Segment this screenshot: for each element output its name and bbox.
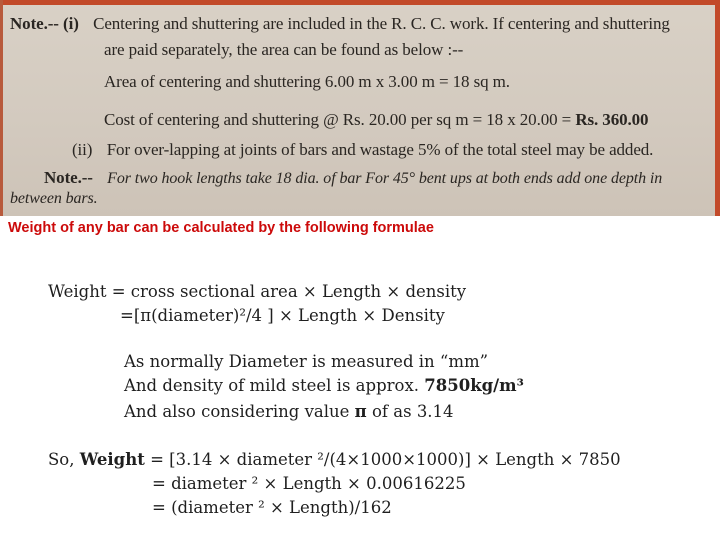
formula-heading: Weight of any bar can be calculated by the following formulae [8, 220, 434, 236]
photo-border-top [0, 0, 720, 5]
note2-line1 [44, 168, 662, 188]
weight-label: Weight [79, 450, 145, 469]
pi-text-a: And also considering value [124, 402, 355, 421]
formula-line-2: =[π(diameter)²/4 ] × Length × Density [120, 306, 445, 325]
formula-line-6 [48, 450, 621, 469]
cost-text: Cost of centering and shuttering @ Rs. 20.00 per sq m = 18 x 20.00 = [104, 110, 576, 129]
formula-line-5 [124, 402, 454, 421]
note2-line2: between bars. [10, 190, 98, 207]
cost-line [104, 110, 648, 130]
note1-text1: Centering and shuttering are included in the R. C. C. work. If centering and shuttering [93, 14, 670, 33]
formula-line-8: = (diameter ² × Length)/162 [152, 498, 392, 517]
weight-expression: = [3.14 × diameter ²/(4×1000×1000)] × Length × 7850 [144, 450, 621, 469]
item-ii-text: For over-lapping at joints of bars and wastage 5% of the total steel may be added. [106, 140, 654, 159]
so-text: So, [48, 450, 80, 469]
scanned-book-excerpt [0, 0, 720, 216]
area-line: Area of centering and shuttering 6.00 m x 3.00 m = 18 sq m. [104, 72, 510, 91]
item-ii-prefix: (ii) [72, 140, 93, 159]
note2-prefix: Note.-- [44, 168, 93, 187]
formula-line-3: As normally Diameter is measured in “mm” [124, 352, 489, 371]
note2-text1: For two hook lengths take 18 dia. of bar For 45° bent ups at both ends add one depth in [107, 170, 663, 187]
note1-line1 [10, 14, 670, 34]
density-text: And density of mild steel is approx. [124, 376, 425, 395]
cost-total: Rs. 360.00 [575, 110, 649, 129]
formula-line-1: Weight = cross sectional area × Length × density [48, 282, 467, 301]
formula-line-7: = diameter ² × Length × 0.00616225 [152, 474, 466, 493]
note1-line2: are paid separately, the area can be found as below :-- [104, 40, 464, 59]
pi-text-c: of as 3.14 [366, 402, 454, 421]
density-value: 7850kg/m³ [424, 376, 524, 395]
note1-prefix: Note.-- (i) [10, 14, 79, 33]
photo-border-right [715, 0, 720, 216]
formula-line-4 [124, 376, 524, 395]
photo-border-left [0, 0, 3, 216]
item-ii-line [72, 140, 653, 160]
pi-symbol: π [354, 402, 367, 421]
